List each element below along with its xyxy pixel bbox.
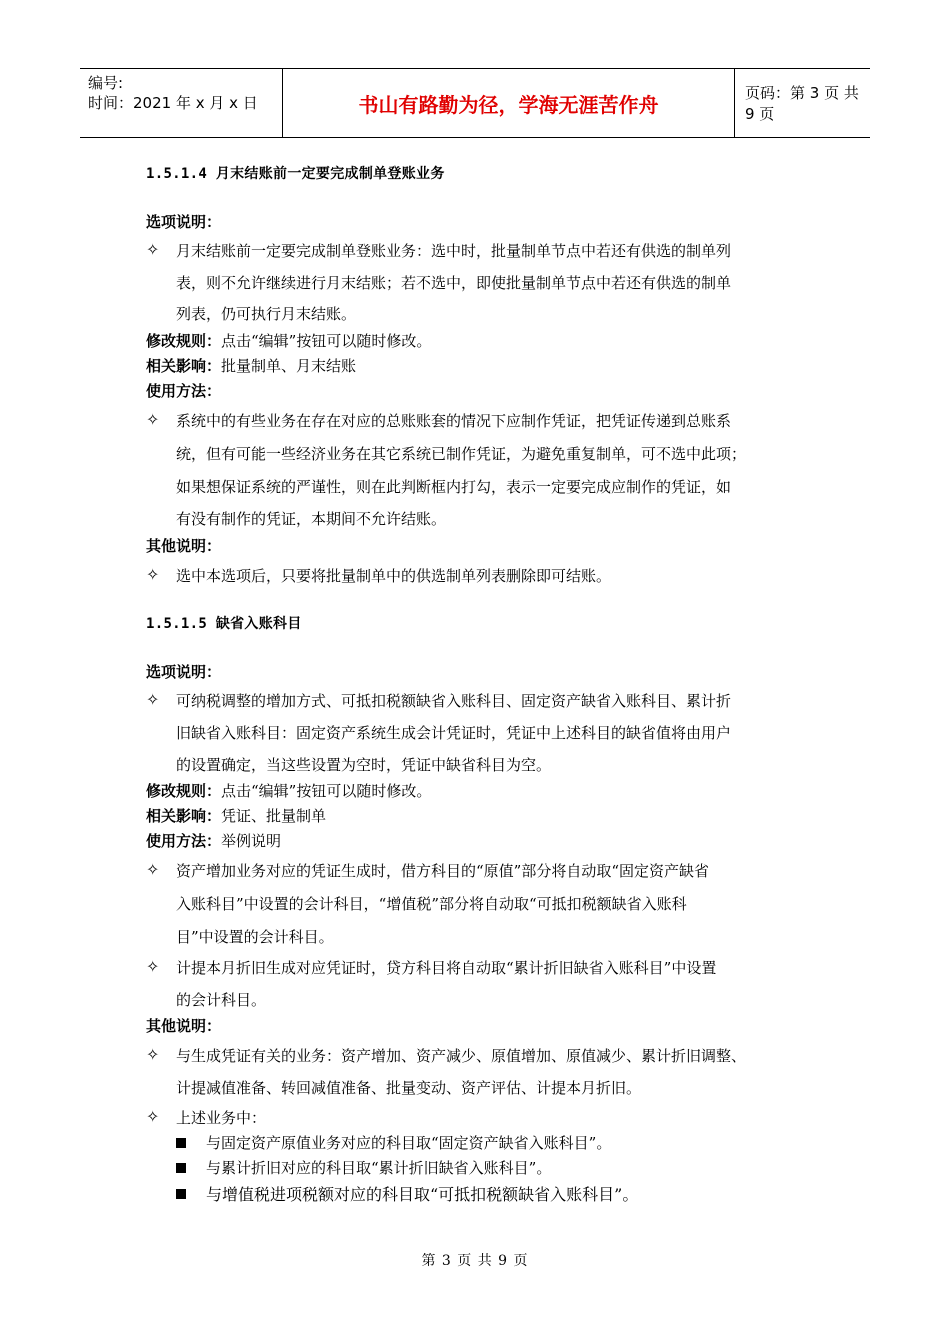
usage-line: 计提本月折旧生成对应凭证时，贷方科目将自动取“累计折旧缺省入账科目”中设置 bbox=[176, 959, 717, 977]
option-line: 列表，仍可执行月末结账。 bbox=[176, 305, 357, 323]
option-line: 旧缺省入账科目：固定资产系统生成会计凭证时，凭证中上述科目的缺省值将由用户 bbox=[176, 724, 732, 742]
usage-line: 入账科目”中设置的会计科目，“增值税”部分将自动取“可抵扣税额缺省入账科 bbox=[176, 895, 687, 913]
usage bbox=[146, 830, 281, 851]
sub-item: 与固定资产原值业务对应的科目取“固定资产缺省入账科目”。 bbox=[206, 1134, 612, 1152]
usage-line: 目”中设置的会计科目。 bbox=[176, 928, 334, 946]
option-line: 表，则不允许继续进行月末结账；若不选中，即使批量制单节点中若还有供选的制单 bbox=[176, 274, 732, 292]
section-title: 1.5.1.5 缺省入账科目 bbox=[146, 616, 302, 632]
other-line: 与生成凭证有关的业务：资产增加、资产减少、原值增加、原值减少、累计折旧调整、 bbox=[176, 1047, 747, 1065]
usage-line: 如果想保证系统的严谨性，则在此判断框内打勾，表示一定要完成应制作的凭证，如 bbox=[176, 478, 732, 496]
usage-line: 有没有制作的凭证，本期间不允许结账。 bbox=[176, 510, 447, 528]
impact-label: 相关影响： bbox=[146, 807, 222, 825]
square-bullet-icon bbox=[176, 1163, 186, 1173]
square-bullet-icon bbox=[176, 1138, 186, 1148]
other-label: 其他说明： bbox=[146, 1017, 222, 1035]
modify-label: 修改规则： bbox=[146, 782, 222, 800]
diamond-bullet-icon: ✧ bbox=[146, 957, 160, 976]
option-line: 月末结账前一定要完成制单登账业务：选中时，批量制单节点中若还有供选的制单列 bbox=[176, 242, 732, 260]
option-line: 的设置确定，当这些设置为空时，凭证中缺省科目为空。 bbox=[176, 756, 552, 774]
modify-rule bbox=[146, 330, 431, 351]
other-line: 上述业务中： bbox=[176, 1109, 267, 1127]
modify-label: 修改规则： bbox=[146, 332, 222, 350]
diamond-bullet-icon: ✧ bbox=[146, 1045, 160, 1064]
usage-line: 资产增加业务对应的凭证生成时，借方科目的“原值”部分将自动取“固定资产缺省 bbox=[176, 862, 710, 880]
usage-label: 使用方法： bbox=[146, 832, 222, 850]
modify-text: 点击“编辑”按钮可以随时修改。 bbox=[221, 332, 432, 350]
diamond-bullet-icon: ✧ bbox=[146, 1107, 160, 1126]
section-title: 1.5.1.4 月末结账前一定要完成制单登账业务 bbox=[146, 166, 445, 182]
related-impact bbox=[146, 805, 326, 826]
header-slogan: 书山有路勤为径，学海无涯苦作舟 bbox=[283, 69, 735, 137]
usage-line: 统，但有可能一些经济业务在其它系统已制作凭证，为避免重复制单，可不选中此项； bbox=[176, 445, 747, 463]
number-label: 编号: bbox=[88, 74, 124, 92]
diamond-bullet-icon: ✧ bbox=[146, 410, 160, 429]
other-line: 计提减值准备、转回减值准备、批量变动、资产评估、计提本月折旧。 bbox=[176, 1079, 642, 1097]
sub-item: 与增值税进项税额对应的科目取“可抵扣税额缺省入账科目”。 bbox=[206, 1185, 639, 1204]
page-header bbox=[80, 68, 870, 138]
option-label: 选项说明： bbox=[146, 213, 222, 231]
option-line: 可纳税调整的增加方式、可抵扣税额缺省入账科目、固定资产缺省入账科目、累计折 bbox=[176, 692, 732, 710]
usage-line: 系统中的有些业务在存在对应的总账账套的情况下应制作凭证，把凭证传递到总账系 bbox=[176, 412, 732, 430]
usage-text: 举例说明 bbox=[221, 832, 282, 850]
impact-text: 凭证、批量制单 bbox=[221, 807, 327, 825]
diamond-bullet-icon: ✧ bbox=[146, 860, 160, 879]
diamond-bullet-icon: ✧ bbox=[146, 240, 160, 259]
header-page-info: 页码：第 3 页 共 9 页 bbox=[745, 84, 859, 123]
header-meta bbox=[80, 69, 283, 137]
page-footer: 第 3 页 共 9 页 bbox=[421, 1253, 529, 1269]
impact-label: 相关影响： bbox=[146, 357, 222, 375]
modify-rule bbox=[146, 780, 431, 801]
modify-text: 点击“编辑”按钮可以随时修改。 bbox=[221, 782, 432, 800]
diamond-bullet-icon: ✧ bbox=[146, 565, 160, 584]
option-label: 选项说明： bbox=[146, 663, 222, 681]
other-text: 选中本选项后，只要将批量制单中的供选制单列表删除即可结账。 bbox=[176, 567, 612, 585]
sub-item: 与累计折旧对应的科目取“累计折旧缺省入账科目”。 bbox=[206, 1159, 552, 1177]
diamond-bullet-icon: ✧ bbox=[146, 690, 160, 709]
usage-line: 的会计科目。 bbox=[176, 991, 267, 1009]
related-impact bbox=[146, 355, 356, 376]
time-label: 时间：2021 年 x 月 x 日 bbox=[88, 94, 258, 112]
square-bullet-icon bbox=[176, 1189, 186, 1199]
usage-label: 使用方法： bbox=[146, 382, 222, 400]
impact-text: 批量制单、月末结账 bbox=[221, 357, 357, 375]
other-label: 其他说明： bbox=[146, 537, 222, 555]
